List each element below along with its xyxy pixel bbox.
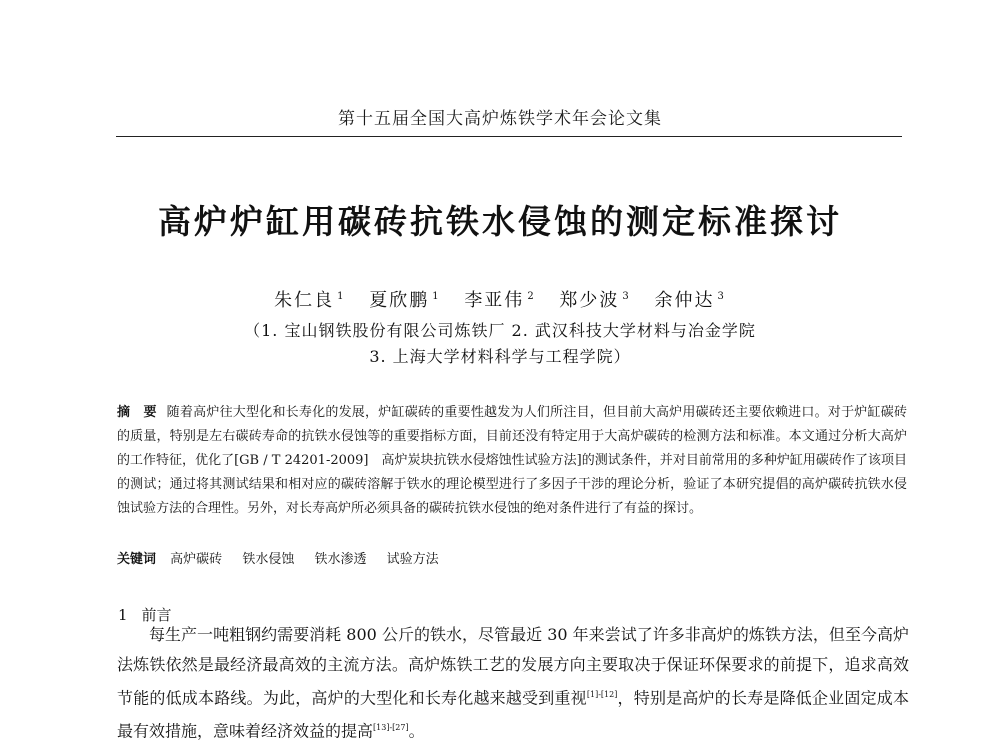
abstract (117, 401, 907, 521)
citation: [1]-[12] (586, 690, 618, 699)
paper-title: 高炉炉缸用碳砖抗铁水侵蚀的测定标准探讨 (158, 202, 842, 241)
keyword: 高炉碳砖 (170, 552, 223, 567)
author: 余仲达 $^3$ (654, 290, 726, 311)
author: 郑少波 $^3$ (559, 290, 631, 311)
author: 朱仁良 $^1$ (274, 290, 346, 311)
header-rule (116, 136, 902, 137)
abstract-label: 摘 要 (117, 405, 157, 420)
affiliation-line: 3. 上海大学材料科学与工程学院） (369, 347, 631, 366)
citation: [13]-[27] (373, 723, 409, 733)
author: 李亚伟 $^2$ (464, 290, 536, 311)
running-head: 第十五届全国大高炉炼铁学术年会论文集 (338, 109, 662, 129)
abstract-text: 随着高炉往大型化和长寿化的发展，炉缸碳砖的重要性越发为人们所注目，但目前大高炉用碳砖还主要依赖进口。对于炉缸碳砖的质量，特别是左右碳砖寿命的抗铁水侵蚀等的重要指标方面，目前还没有特定用于大高炉碳砖的检测方法和标准。本文通过分析大高炉的工作特征，优化了[GB / T 24201-2009] 高炉炭块抗铁水侵熔蚀性试验方法]的测试条件，并对目前常用的多种炉缸用碳砖作了该项目的测试；通过将其测试结果和相对应的碳砖溶解于铁水的理论模型进行了多因子干涉的理论分析，验证了本研究提倡的高炉碳砖抗铁水侵蚀试验方法的合理性。另外，对长寿高炉所必须具备的碳砖抗铁水侵蚀的绝对条件进行了有益的探讨。 (117, 405, 907, 516)
author: 夏欣鹏 $^1$ (369, 290, 441, 311)
keyword: 铁水渗透 (314, 552, 367, 567)
keyword: 铁水侵蚀 (242, 552, 295, 567)
keywords (117, 548, 907, 567)
affiliation-line: （1. 宝山钢铁股份有限公司炼铁厂 2. 武汉科技大学材料与冶金学院 (244, 321, 756, 340)
author-list (0, 286, 1000, 312)
keywords-label: 关键词 (117, 552, 157, 567)
section-title: 前言 (141, 606, 172, 624)
body-paragraph: 每生产一吨粗钢约需要消耗 800 公斤的铁水，尽管最近 30 年来尝试了许多非高炉的炼铁方法，但至今高炉法炼铁依然是最经济最高效的主流方法。高炉炼铁工艺的发展方向主要取决于保证环保要求的前提下，追求高效节能的低成本路线。为此，高炉的大型化和长寿化越来越受到重视[1]-[12]，特别是高炉的长寿是降低企业固定成本最有效措施，意味着经济效益的提高[13]-[27]。 (117, 625, 909, 741)
section-number: 1 (118, 606, 128, 624)
keyword: 试验方法 (386, 552, 439, 567)
